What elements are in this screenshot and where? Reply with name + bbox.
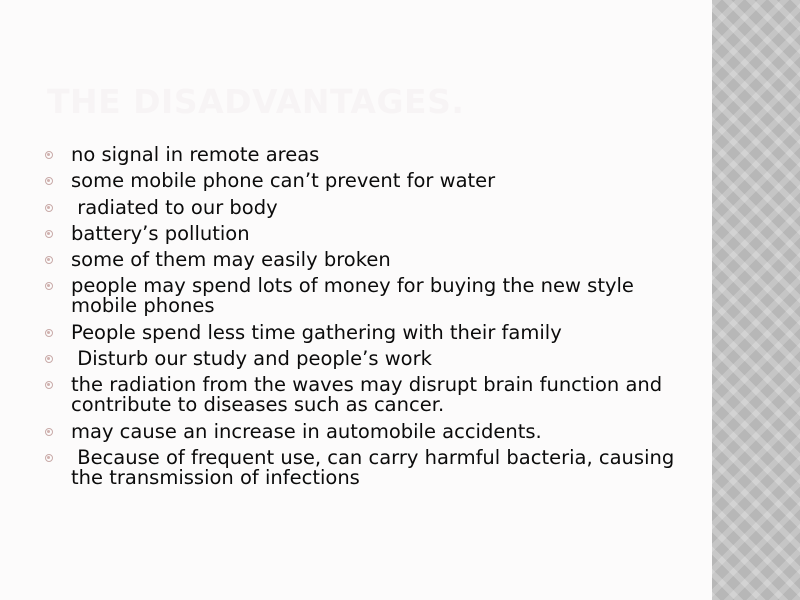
bullet-text: no signal in remote areas [71,143,320,166]
circle-bullet-icon [45,454,53,462]
decorative-side-panel [712,0,800,600]
circle-bullet-icon [45,230,53,238]
bullet-text: Disturb our study and people’s work [71,347,432,371]
list-item [45,419,695,443]
list-item [45,349,695,369]
circle-bullet-icon [45,329,53,337]
list-item [45,171,695,191]
circle-bullet-icon [45,204,53,212]
bullet-text: some mobile phone can’t prevent for water [71,169,496,193]
list-item [45,320,695,344]
circle-bullet-icon [45,256,53,264]
list-item [45,195,695,219]
circle-bullet-icon [45,428,53,436]
bullet-text: some of them may easily broken [71,248,391,272]
list-item [45,250,695,270]
bullet-text: battery’s pollution [71,221,250,245]
bullet-text: the radiation from the waves may disrupt brain function and contribute to diseases such as cancer. [71,373,669,417]
circle-bullet-icon [45,355,53,363]
bullet-text: people may spend lots of money for buying the new style mobile phones [71,274,641,318]
list-item [45,375,695,415]
circle-bullet-icon [45,177,53,185]
list-item [45,145,695,165]
circle-bullet-icon [45,381,53,389]
list-item [45,276,695,316]
bullet-text: radiated to our body [71,195,278,219]
circle-bullet-icon [45,151,53,159]
list-item [45,445,695,489]
bullet-text: People spend less time gathering with their family [71,320,562,344]
bullet-text: may cause an increase in automobile accidents. [71,419,542,443]
slide-title: THE DISADVANTAGES. [47,82,465,121]
list-item [45,221,695,245]
bullet-text: Because of frequent use, can carry harmful bacteria, causing the transmission of infections [71,445,681,489]
disadvantages-list [45,145,695,494]
circle-bullet-icon [45,282,53,290]
